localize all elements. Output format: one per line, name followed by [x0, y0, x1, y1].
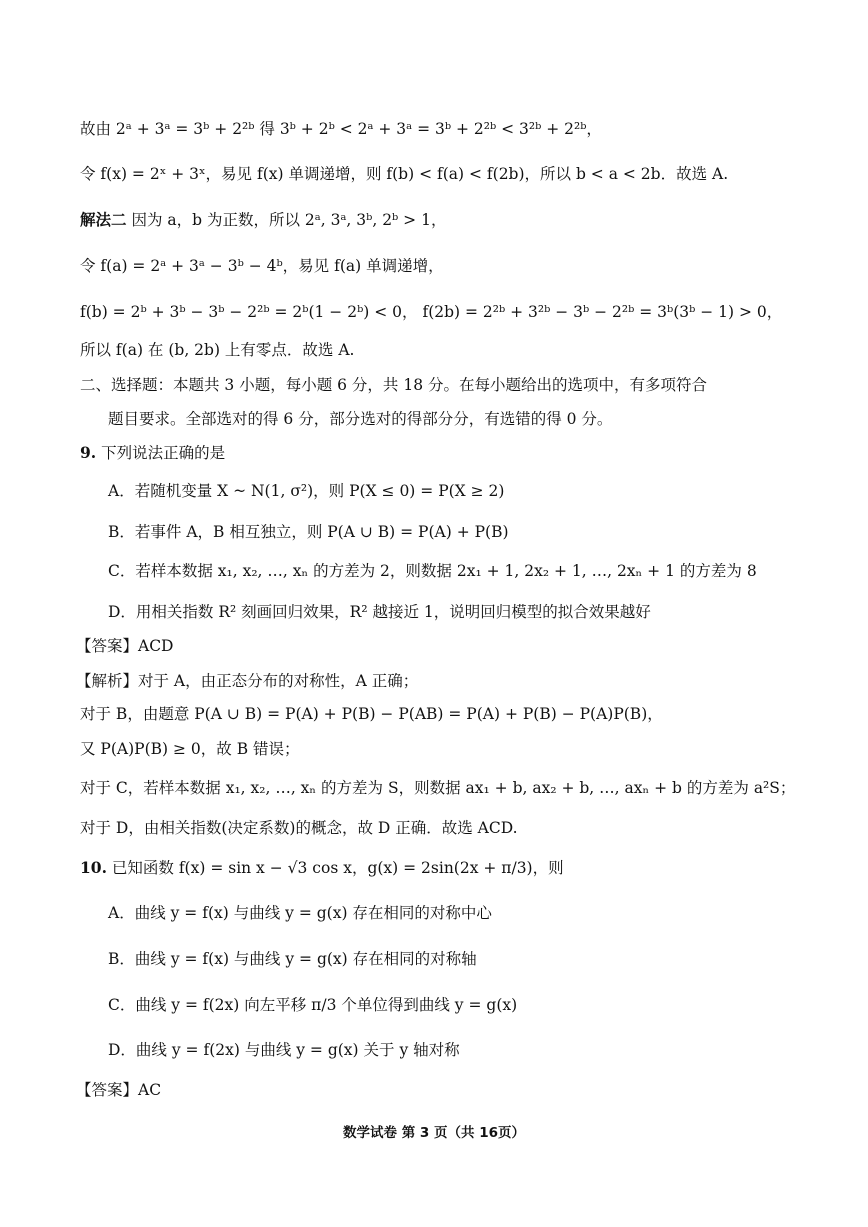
- q9-option-b: B．若事件 A，B 相互独立，则 P(A ∪ B) = P(A) + P(B): [108, 523, 509, 541]
- text-line: 令 f(x) = 2ˣ + 3ˣ，易见 f(x) 单调递增，则 f(b) < f(a) < f(2b)，所以 b < a < 2b．故选 A.: [80, 165, 729, 183]
- q10-option-a: A．曲线 y = f(x) 与曲线 y = g(x) 存在相同的对称中心: [108, 904, 492, 922]
- text-line: 对于 D，由相关指数(决定系数)的概念，故 D 正确．故选 ACD.: [80, 819, 518, 837]
- text-line: 对于 B，由题意 P(A ∪ B) = P(A) + P(B) − P(AB) = P(A) + P(B) − P(A)P(B)，: [80, 705, 663, 723]
- text-line: 令 f(a) = 2ᵃ + 3ᵃ − 3ᵇ − 4ᵇ，易见 f(a) 单调递增，: [80, 257, 444, 275]
- question-number: 9.: [80, 443, 97, 462]
- question-10-stem: [80, 857, 564, 879]
- q9-analysis: 【解析】对于 A，由正态分布的对称性，A 正确；: [76, 672, 419, 690]
- text-line: 对于 C，若样本数据 x₁, x₂, …, xₙ 的方差为 S，则数据 ax₁ + b, ax₂ + b, …, axₙ + b 的方差为 a²S；: [80, 779, 796, 797]
- q9-answer: 【答案】ACD: [76, 637, 174, 655]
- question-text: 下列说法正确的是: [96, 444, 226, 462]
- solution-two-label: 解法二: [80, 210, 127, 229]
- q9-option-d: D．用相关指数 R² 刻画回归效果，R² 越接近 1，说明回归模型的拟合效果越好: [108, 603, 651, 621]
- text-line: 又 P(A)P(B) ≥ 0，故 B 错误；: [80, 740, 300, 758]
- q9-option-a: A．若随机变量 X ~ N(1, σ²)，则 P(X ≤ 0) = P(X ≥ 2): [108, 482, 505, 500]
- page-footer: 数学试卷 第 3 页（共 16页）: [343, 1125, 525, 1141]
- q10-option-d: D．曲线 y = f(2x) 与曲线 y = g(x) 关于 y 轴对称: [108, 1041, 460, 1059]
- question-9-stem: [80, 442, 225, 464]
- q10-option-c: C．曲线 y = f(2x) 向左平移 π/3 个单位得到曲线 y = g(x): [108, 996, 518, 1014]
- q10-answer: 【答案】AC: [76, 1081, 162, 1099]
- section-heading-cont: 题目要求。全部选对的得 6 分，部分选对的得部分分，有选错的得 0 分。: [108, 410, 613, 428]
- section-heading: 二、选择题：本题共 3 小题，每小题 6 分，共 18 分。在每小题给出的选项中，有多项符合: [80, 376, 708, 394]
- text-line: 所以 f(a) 在 (b, 2b) 上有零点．故选 A.: [80, 341, 355, 359]
- q9-option-c: C．若样本数据 x₁, x₂, …, xₙ 的方差为 2，则数据 2x₁ + 1, 2x₂ + 1, …, 2xₙ + 1 的方差为 8: [108, 562, 757, 580]
- question-text: 已知函数 f(x) = sin x − √3 cos x，g(x) = 2sin(2x + π/3)，则: [106, 859, 564, 877]
- solution-two-line: [80, 209, 446, 231]
- text-line: 故由 2ᵃ + 3ᵃ = 3ᵇ + 2²ᵇ 得 3ᵇ + 2ᵇ < 2ᵃ + 3ᵃ = 3ᵇ + 2²ᵇ < 3²ᵇ + 2²ᵇ，: [80, 120, 602, 138]
- question-number: 10.: [80, 858, 107, 877]
- q10-option-b: B．曲线 y = f(x) 与曲线 y = g(x) 存在相同的对称轴: [108, 950, 477, 968]
- text-line: f(b) = 2ᵇ + 3ᵇ − 3ᵇ − 2²ᵇ = 2ᵇ(1 − 2ᵇ) < 0， f(2b) = 2²ᵇ + 3²ᵇ − 3ᵇ − 2²ᵇ = 3ᵇ(3ᵇ − 1) > 0，: [80, 303, 783, 321]
- solution-two-text: 因为 a，b 为正数，所以 2ᵃ, 3ᵃ, 3ᵇ, 2ᵇ > 1，: [126, 211, 447, 229]
